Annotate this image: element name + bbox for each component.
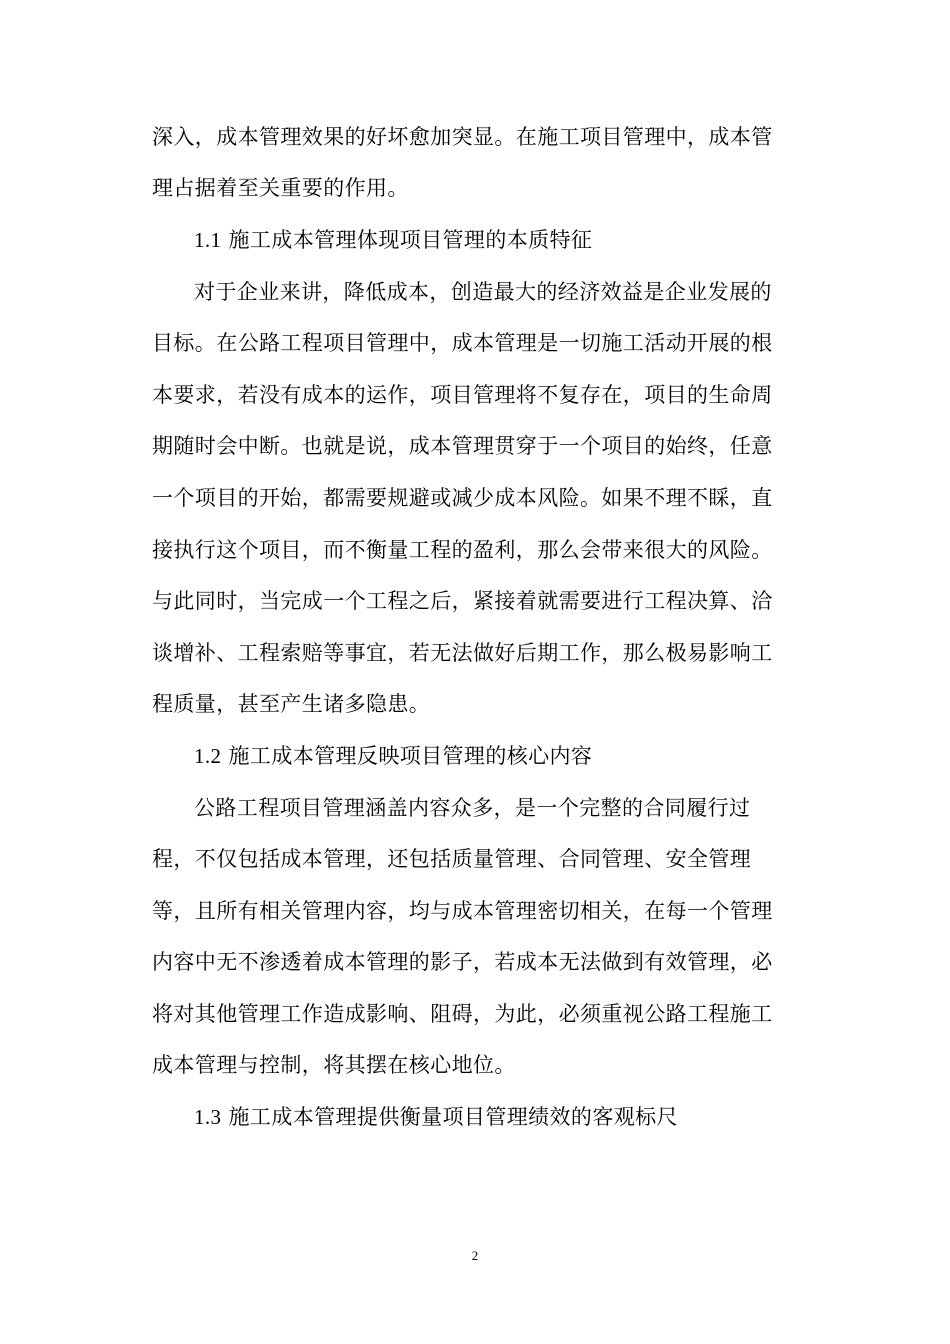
paragraph-line: 等，且所有相关管理内容，均与成本管理密切相关，在每一个管理 [152,899,773,923]
paragraph-line: 与此同时，当完成一个工程之后，紧接着就需要进行工程决算、洽 [152,589,773,613]
section-heading-1-3 [194,1104,678,1130]
paragraph-line: 本要求，若没有成本的运作，项目管理将不复存在，项目的生命周 [152,383,773,407]
section-heading-1-1 [194,227,592,253]
paragraph-line: 深入，成本管理效果的好坏愈加突显。在施工项目管理中，成本管 [152,125,773,149]
paragraph-line: 对于企业来讲，降低成本，创造最大的经济效益是企业发展的 [194,280,772,304]
paragraph-line: 程，不仅包括成本管理，还包括质量管理、合同管理、安全管理 [152,847,752,871]
paragraph-line: 目标。在公路工程项目管理中，成本管理是一切施工活动开展的根 [152,331,773,355]
paragraph-line: 公路工程项目管理涵盖内容众多，是一个完整的合同履行过 [194,796,751,820]
heading-number: 1.3 [194,1105,222,1129]
paragraph-line: 期随时会中断。也就是说，成本管理贯穿于一个项目的始终，任意 [152,434,773,458]
heading-number: 1.1 [194,228,222,252]
paragraph-line: 程质量，甚至产生诸多隐患。 [152,692,431,716]
paragraph-line: 理占据着至关重要的作用。 [152,176,409,200]
heading-title: 施工成本管理体现项目管理的本质特征 [228,228,593,252]
paragraph-line: 将对其他管理工作造成影响、阻碍，为此，必须重视公路工程施工 [152,1002,773,1026]
paragraph-line: 谈增补、工程索赔等事宜，若无法做好后期工作，那么极易影响工 [152,641,773,665]
paragraph-line: 成本管理与控制，将其摆在核心地位。 [152,1053,516,1077]
paragraph-line: 接执行这个项目，而不衡量工程的盈利，那么会带来很大的风险。 [152,538,773,562]
section-heading-1-2 [194,743,592,769]
heading-title: 施工成本管理反映项目管理的核心内容 [228,744,593,768]
heading-number: 1.2 [194,744,222,768]
paragraph-line: 内容中无不渗透着成本管理的影子，若成本无法做到有效管理，必 [152,950,773,974]
heading-title: 施工成本管理提供衡量项目管理绩效的客观标尺 [228,1105,678,1129]
paragraph-line: 一个项目的开始，都需要规避或减少成本风险。如果不理不睬，直 [152,486,773,510]
page-number: 2 [471,1248,479,1263]
